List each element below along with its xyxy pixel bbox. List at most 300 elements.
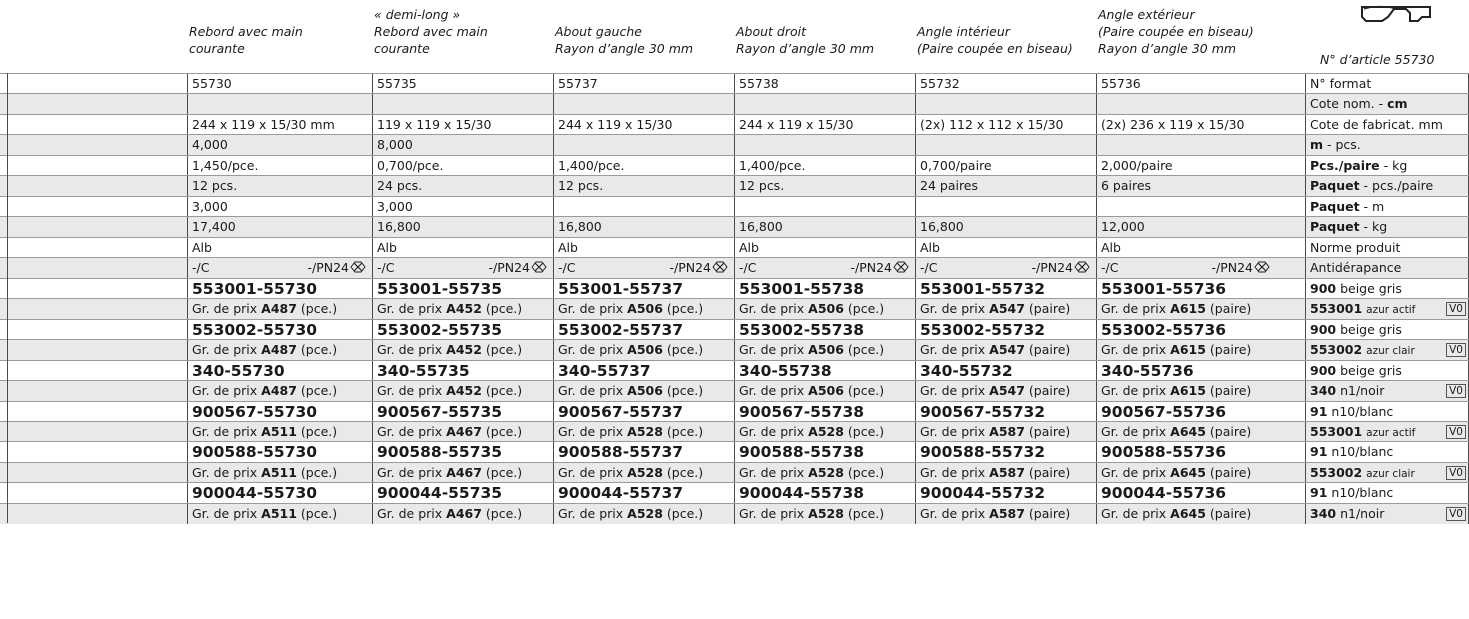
article-code: 900567-55732 [920, 402, 1046, 421]
price-group: A467 [446, 505, 482, 521]
color-code: 553002 [1310, 342, 1363, 358]
article-code: 340-55737 [558, 361, 651, 380]
column-header-line: Rebord avec main [374, 24, 488, 39]
table-cell [734, 361, 915, 381]
row-label [1305, 176, 1468, 196]
row-label [1305, 299, 1468, 319]
price-group: A487 [261, 342, 297, 358]
table-cell [734, 381, 915, 401]
table-cell [187, 299, 372, 319]
table-cell [1096, 340, 1276, 360]
row-label [1305, 422, 1468, 442]
slip-rating [1031, 258, 1090, 278]
table-cell [734, 217, 915, 237]
price-group: A587 [989, 423, 1025, 439]
price-unit: (pce.) [485, 301, 523, 317]
price-group: A615 [1170, 383, 1206, 399]
price-group: A547 [989, 342, 1025, 358]
cell-value: 55730 [192, 76, 232, 91]
price-group: A547 [989, 301, 1025, 317]
price-group: A467 [446, 464, 482, 480]
slip-rating [488, 258, 547, 278]
table-cell [187, 279, 372, 299]
table-row [0, 380, 1469, 401]
price-unit: (paire) [1028, 383, 1071, 399]
row-label [1305, 463, 1468, 483]
row-label [1305, 74, 1468, 94]
table-cell [553, 279, 734, 299]
price-prefix: Gr. de prix [1101, 505, 1171, 521]
column-header-line: Rebord avec main [189, 24, 303, 39]
row-label [1305, 115, 1468, 135]
column-header-line: Angle extérieur [1098, 7, 1195, 22]
table-cell [1096, 115, 1276, 135]
table-cell [553, 361, 734, 381]
table-cell [187, 94, 372, 114]
table-cell [553, 74, 734, 94]
table-cell [1096, 217, 1276, 237]
slip-rating [850, 258, 909, 278]
price-group: A487 [261, 301, 297, 317]
cell-value: 2,000/paire [1101, 157, 1173, 173]
price-group: A645 [1170, 423, 1206, 439]
column-header-line: About droit [736, 24, 807, 39]
row-label-text: - kg [1359, 219, 1388, 235]
price-prefix: Gr. de prix [739, 464, 809, 480]
table-cell [1096, 279, 1276, 299]
row-label [1305, 135, 1468, 155]
column-header-line [736, 6, 874, 23]
table-row [0, 237, 1469, 258]
price-prefix: Gr. de prix [920, 383, 990, 399]
cell-value: (2x) 112 x 112 x 15/30 [920, 116, 1064, 132]
row-label-bold: m [1310, 137, 1324, 153]
column-header-line: courante [189, 41, 245, 56]
table-cell [553, 176, 734, 196]
article-code: 340-55736 [1101, 361, 1194, 380]
price-unit: (pce.) [300, 342, 338, 358]
table-cell [372, 483, 553, 503]
price-unit: (paire) [1028, 342, 1071, 358]
table-cell [372, 176, 553, 196]
table-cell [915, 217, 1096, 237]
table-cell [553, 402, 734, 422]
price-group: A528 [627, 464, 663, 480]
slip-class: -/C [558, 260, 576, 276]
table-cell [734, 135, 915, 155]
cell-value: Alb [192, 239, 212, 255]
cell-value: 3,000 [377, 198, 413, 214]
table-cell [915, 504, 1096, 524]
price-group: A506 [627, 301, 663, 317]
cell-value: 55736 [1101, 76, 1141, 91]
table-cell [187, 217, 372, 237]
article-number-text: N° d’article 55730 [1320, 52, 1435, 67]
column-header-line: Rayon d’angle 30 mm [1098, 41, 1237, 56]
column-header [555, 6, 693, 57]
row-label [1305, 483, 1468, 503]
v0-badge: V0 [1446, 302, 1466, 316]
price-group: A506 [627, 342, 663, 358]
table-cell [187, 156, 372, 176]
cell-value: 4,000 [192, 137, 228, 153]
color-code: 553001 [1310, 301, 1363, 317]
price-prefix: Gr. de prix [920, 342, 990, 358]
table-cell [1096, 299, 1276, 319]
price-prefix: Gr. de prix [1101, 342, 1171, 358]
article-code: 900044-55736 [1101, 484, 1227, 503]
table-row [0, 114, 1469, 135]
table-row [0, 278, 1469, 299]
price-group: A587 [989, 464, 1025, 480]
price-unit: (paire) [1209, 383, 1252, 399]
price-unit: (pce.) [300, 383, 338, 399]
table-cell [372, 402, 553, 422]
table-cell [187, 381, 372, 401]
price-prefix: Gr. de prix [558, 505, 628, 521]
article-code: 553001-55738 [739, 279, 865, 298]
price-unit: (pce.) [485, 505, 523, 521]
table-cell [1096, 94, 1276, 114]
table-cell [734, 442, 915, 462]
price-unit: (pce.) [485, 464, 523, 480]
table-cell [1096, 258, 1276, 278]
price-prefix: Gr. de prix [920, 505, 990, 521]
price-unit: (paire) [1209, 505, 1252, 521]
color-name: n1/noir [1340, 505, 1385, 521]
price-unit: (pce.) [666, 342, 704, 358]
row-label-text: - kg [1379, 157, 1408, 173]
slip-class: -/PN24 [1031, 260, 1073, 276]
color-name: n10/blanc [1331, 444, 1394, 460]
price-group: A587 [989, 505, 1025, 521]
price-group: A506 [808, 342, 844, 358]
table-cell [1096, 361, 1276, 381]
price-unit: (pce.) [847, 423, 885, 439]
slip-rating [1211, 258, 1270, 278]
table-cell [553, 340, 734, 360]
color-name: n10/blanc [1331, 403, 1394, 419]
cell-value: 55735 [377, 76, 417, 91]
table-row [0, 155, 1469, 176]
table-cell [372, 258, 553, 278]
table-cell [372, 320, 553, 340]
color-name: n1/noir [1340, 383, 1385, 399]
price-prefix: Gr. de prix [192, 301, 262, 317]
cell-value: 12 pcs. [558, 178, 604, 194]
cell-value: 16,800 [739, 219, 783, 235]
article-code: 900588-55738 [739, 443, 865, 462]
table-cell [1096, 156, 1276, 176]
row-label-text: - m [1359, 198, 1385, 214]
cell-value: 12,000 [1101, 219, 1145, 235]
row-label-text: Cote nom. - [1310, 96, 1388, 112]
table-cell [372, 197, 553, 217]
cell-value: 24 paires [920, 178, 979, 194]
article-code: 900044-55735 [377, 484, 503, 503]
table-cell [553, 217, 734, 237]
column-header-line: courante [374, 41, 430, 56]
column-header [189, 6, 303, 57]
table-cell [187, 504, 372, 524]
table-cell [187, 74, 372, 94]
table-cell [372, 94, 553, 114]
price-group: A528 [808, 505, 844, 521]
price-group: A547 [989, 383, 1025, 399]
row-label [1305, 238, 1468, 258]
table-cell [734, 422, 915, 442]
row-label-text: Norme produit [1310, 239, 1401, 255]
column-header-line [555, 6, 693, 23]
cell-value: 1,400/pce. [739, 157, 806, 173]
color-code: 900 [1310, 362, 1337, 378]
column-header-line: About gauche [555, 24, 642, 39]
table-cell [553, 442, 734, 462]
row-label-text: Antidérapance [1310, 260, 1402, 276]
article-code: 340-55730 [192, 361, 285, 380]
cell-value: Alb [920, 239, 940, 255]
column-header-line: Rayon d’angle 30 mm [555, 41, 694, 56]
article-code: 900567-55737 [558, 402, 684, 421]
color-code: 900 [1310, 321, 1337, 337]
table-cell [734, 115, 915, 135]
row-label [1305, 504, 1468, 524]
table-cell [915, 197, 1096, 217]
article-code: 553002-55737 [558, 320, 684, 339]
color-code: 91 [1310, 403, 1328, 419]
row-label-text: - pcs./paire [1359, 178, 1434, 194]
price-prefix: Gr. de prix [1101, 464, 1171, 480]
price-prefix: Gr. de prix [558, 423, 628, 439]
cell-value: 55738 [739, 76, 779, 91]
price-group: A467 [446, 423, 482, 439]
price-unit: (paire) [1028, 464, 1071, 480]
table-cell [187, 197, 372, 217]
column-header-line: (Paire coupée en biseau) [917, 41, 1073, 56]
article-code: 553002-55738 [739, 320, 865, 339]
table-cell [915, 361, 1096, 381]
column-header-line: « demi-long » [374, 7, 461, 22]
article-number-label [1320, 51, 1434, 68]
color-name: azur actif [1366, 426, 1416, 439]
article-code: 553001-55735 [377, 279, 503, 298]
table-cell [372, 115, 553, 135]
cell-value: 16,800 [558, 219, 602, 235]
column-header-line [189, 6, 303, 23]
price-group: A645 [1170, 464, 1206, 480]
price-prefix: Gr. de prix [377, 464, 447, 480]
price-prefix: Gr. de prix [739, 342, 809, 358]
row-label-bold: Paquet [1310, 178, 1360, 194]
article-code: 553001-55732 [920, 279, 1046, 298]
row-label-bold: Pcs./paire [1310, 157, 1380, 173]
column-header-line: (Paire coupée en biseau) [1098, 24, 1254, 39]
price-unit: (pce.) [300, 423, 338, 439]
row-label-text: - pcs. [1323, 137, 1361, 153]
table-cell [915, 94, 1096, 114]
table-cell [734, 176, 915, 196]
table-row [0, 73, 1469, 94]
price-prefix: Gr. de prix [558, 383, 628, 399]
row-label-bold: cm [1387, 96, 1408, 112]
color-code: 91 [1310, 444, 1328, 460]
article-code: 900588-55735 [377, 443, 503, 462]
article-code: 900588-55732 [920, 443, 1046, 462]
table-cell [915, 320, 1096, 340]
table-cell [553, 94, 734, 114]
table-row [0, 298, 1469, 319]
column-header [736, 6, 874, 57]
price-group: A528 [627, 423, 663, 439]
price-group: A528 [808, 423, 844, 439]
price-prefix: Gr. de prix [377, 342, 447, 358]
v0-badge: V0 [1446, 343, 1466, 357]
table-cell [372, 504, 553, 524]
table-cell [915, 238, 1096, 258]
article-code: 900567-55736 [1101, 402, 1227, 421]
table-row [0, 257, 1469, 278]
row-label-text: N° format [1310, 76, 1372, 91]
price-prefix: Gr. de prix [377, 505, 447, 521]
table-cell [372, 74, 553, 94]
price-prefix: Gr. de prix [558, 464, 628, 480]
price-group: A506 [627, 383, 663, 399]
table-cell [187, 258, 372, 278]
color-code: 900 [1310, 280, 1337, 296]
row-label [1305, 361, 1468, 381]
table-cell [1096, 135, 1276, 155]
cell-value: Alb [377, 239, 397, 255]
table-cell [915, 279, 1096, 299]
price-prefix: Gr. de prix [192, 383, 262, 399]
barefoot-symbol-icon [712, 259, 728, 271]
color-name: azur actif [1366, 304, 1416, 317]
table-row [0, 360, 1469, 381]
price-group: A452 [446, 342, 482, 358]
profile-drawing [1360, 3, 1432, 41]
table-cell [915, 258, 1096, 278]
barefoot-symbol-icon [1074, 259, 1090, 271]
price-unit: (pce.) [300, 464, 338, 480]
article-code: 340-55732 [920, 361, 1013, 380]
cell-value: 119 x 119 x 15/30 [377, 116, 492, 132]
article-code: 553002-55736 [1101, 320, 1227, 339]
price-prefix: Gr. de prix [558, 342, 628, 358]
price-prefix: Gr. de prix [558, 301, 628, 317]
table-cell [187, 442, 372, 462]
table-cell [915, 422, 1096, 442]
price-unit: (pce.) [847, 505, 885, 521]
price-prefix: Gr. de prix [1101, 301, 1171, 317]
table-cell [734, 197, 915, 217]
price-group: A511 [261, 464, 297, 480]
cell-value: 244 x 119 x 15/30 mm [192, 116, 335, 132]
table-cell [553, 320, 734, 340]
table-cell [553, 258, 734, 278]
price-unit: (paire) [1209, 423, 1252, 439]
table-cell [187, 463, 372, 483]
table-cell [734, 94, 915, 114]
color-name: beige gris [1340, 280, 1402, 296]
table-cell [734, 463, 915, 483]
article-code: 553002-55735 [377, 320, 503, 339]
price-prefix: Gr. de prix [192, 464, 262, 480]
article-code: 553002-55732 [920, 320, 1046, 339]
table-cell [187, 483, 372, 503]
article-code: 900567-55738 [739, 402, 865, 421]
slip-class: -/PN24 [850, 260, 892, 276]
v0-badge: V0 [1446, 466, 1466, 480]
table-cell [553, 504, 734, 524]
slip-class: -/C [1101, 260, 1119, 276]
article-code: 900588-55737 [558, 443, 684, 462]
cell-value: 244 x 119 x 15/30 [558, 116, 673, 132]
cell-value: Alb [1101, 239, 1121, 255]
table-row [0, 175, 1469, 196]
color-code: 91 [1310, 485, 1328, 501]
price-unit: (pce.) [300, 301, 338, 317]
cell-value: 12 pcs. [739, 178, 785, 194]
table-cell [372, 442, 553, 462]
price-prefix: Gr. de prix [192, 505, 262, 521]
article-code: 340-55735 [377, 361, 470, 380]
barefoot-symbol-icon [531, 259, 547, 271]
table-row [0, 421, 1469, 442]
table-cell [372, 361, 553, 381]
price-unit: (pce.) [847, 383, 885, 399]
cell-value: 16,800 [920, 219, 964, 235]
price-group: A528 [627, 505, 663, 521]
price-group: A615 [1170, 301, 1206, 317]
table-cell [553, 463, 734, 483]
price-unit: (pce.) [485, 383, 523, 399]
table-row [0, 401, 1469, 422]
column-header-line [917, 6, 1073, 23]
price-prefix: Gr. de prix [739, 383, 809, 399]
price-unit: (pce.) [485, 423, 523, 439]
color-code: 553002 [1310, 464, 1363, 480]
price-unit: (paire) [1209, 464, 1252, 480]
table-cell [1096, 422, 1276, 442]
table-cell [915, 156, 1096, 176]
color-name: beige gris [1340, 362, 1402, 378]
color-name: beige gris [1340, 321, 1402, 337]
slip-class: -/C [739, 260, 757, 276]
row-label-bold: Paquet [1310, 219, 1360, 235]
cell-value: 55732 [920, 76, 960, 91]
price-prefix: Gr. de prix [377, 423, 447, 439]
table-cell [1096, 504, 1276, 524]
color-name: azur clair [1366, 467, 1415, 480]
column-header-line: Angle intérieur [917, 24, 1010, 39]
v0-badge: V0 [1446, 507, 1466, 521]
table-cell [372, 217, 553, 237]
cell-value: 0,700/paire [920, 157, 992, 173]
row-label [1305, 279, 1468, 299]
price-prefix: Gr. de prix [920, 301, 990, 317]
color-code: 553001 [1310, 423, 1363, 439]
row-label [1305, 217, 1468, 237]
table-cell [553, 299, 734, 319]
table-cell [372, 156, 553, 176]
price-prefix: Gr. de prix [377, 301, 447, 317]
table-cell [553, 422, 734, 442]
cell-value: 1,400/pce. [558, 157, 625, 173]
slip-class: -/PN24 [1211, 260, 1253, 276]
v0-badge: V0 [1446, 425, 1466, 439]
table-cell [553, 156, 734, 176]
column-header-line: Rayon d’angle 30 mm [736, 41, 875, 56]
